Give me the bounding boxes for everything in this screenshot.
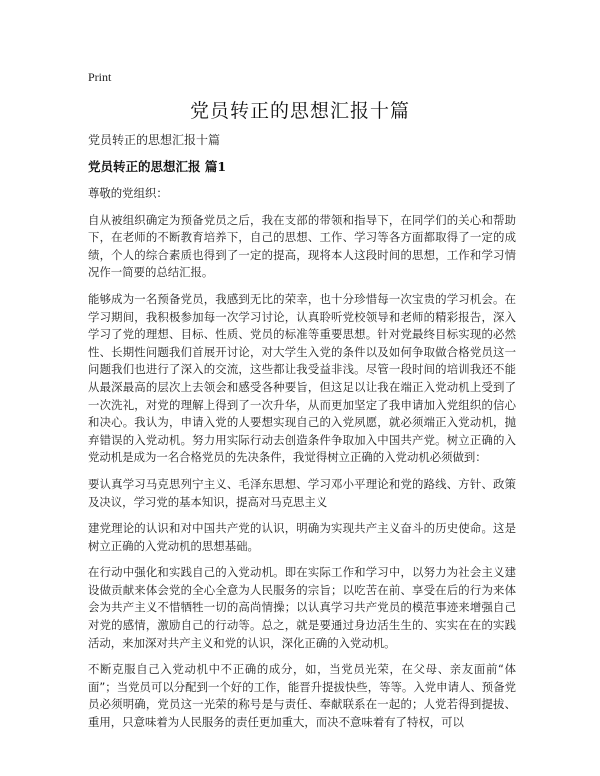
salutation: 尊敬的党组织： (88, 186, 168, 200)
paragraph-5: 在行动中强化和实践自己的入党动机。即在实际工作和学习中，以努力为社会主义建设做贡献来体会党的全心全意为人民服务的宗旨；以吃苦在前、享受在后的行为来体会为共产主义不惜牺牲一切的高尚情操；以认真学习共产党员的模范事迹来增强自己对党的感情，激励自己的行动等。总之，就是要通过身边活生生的、实实在在的实践活动，来加深对共产主义和党的认识，深化正确的入党动机。 (88, 565, 516, 650)
document-body (88, 131, 516, 741)
paragraph-2: 能够成为一名预备党员，我感到无比的荣幸，也十分珍惜每一次宝贵的学习机会。在学习期间，我积极参加每一次学习讨论，认真聆听党校领导和老师的精彩报告，深入学习了党的理想、目标、性质、党员的标准等重要思想。针对党最终目标实现的必然性、长期性问题我们首展开讨论，对大学生入党的条件以及如何争取做合格党员这一问题我们也进行了深入的交流，这些都让我受益非浅。尽管一段时间的培训我还不能从最深最高的层次上去领会和感受各种要旨，但这足以让我在端正入党动机上受到了一次洗礼，对党的理解上得到了一次升华，从而更加坚定了我申请加入党组织的信心和决心。我认为，申请入党的人要想实现自己的入党夙愿，就必须端正入党动机，抛弃错误的入党动机。努力用实际行动去创造条件争取加入中国共产党。树立正确的入党动机是成为一名合格党员的先决条件，我觉得树立正确的入党动机必须做到： (88, 291, 516, 465)
section-heading: 党员转正的思想汇报 篇1 (88, 159, 227, 174)
paragraph-4: 建党理论的认识和对中国共产党的认识，明确为实现共产主义奋斗的历史使命。这是树立正确的入党动机的思想基础。 (88, 521, 516, 553)
paragraph-3: 要认真学习马克思列宁主义、毛泽东思想、学习邓小平理论和党的路线、方针、政策及决议，学习党的基本知识，提高对马克思主义 (88, 476, 516, 509)
document-subtitle: 党员转正的思想汇报十篇 (88, 133, 221, 147)
paragraph-1: 自从被组织确定为预备党员之后，我在支部的带领和指导下，在同学们的关心和帮助下，在老师的不断教育培养下，自己的思想、工作、学习等各方面都取得了一定的成绩，个人的综合素质也得到了一定的提高，现将本人这段时间的思想，工作和学习情况作一简要的总结汇报。 (88, 212, 516, 280)
print-label: Print (88, 70, 112, 84)
page-title: 党员转正的思想汇报十篇 (189, 100, 410, 122)
paragraph-6: 不断克服自己入党动机中不正确的成分，如，当党员光荣，在父母、亲友面前“体面”；当党员可以分配到一个好的工作，能晋升提拔快些，等等。入党申请人、预备党员必须明确，党员这一光荣的称号是与责任、奉献联系在一起的；人党若得到提拔、重用，只意味着为人民服务的责任更加重大，而决不意味着有了特权，可以 (88, 662, 516, 730)
